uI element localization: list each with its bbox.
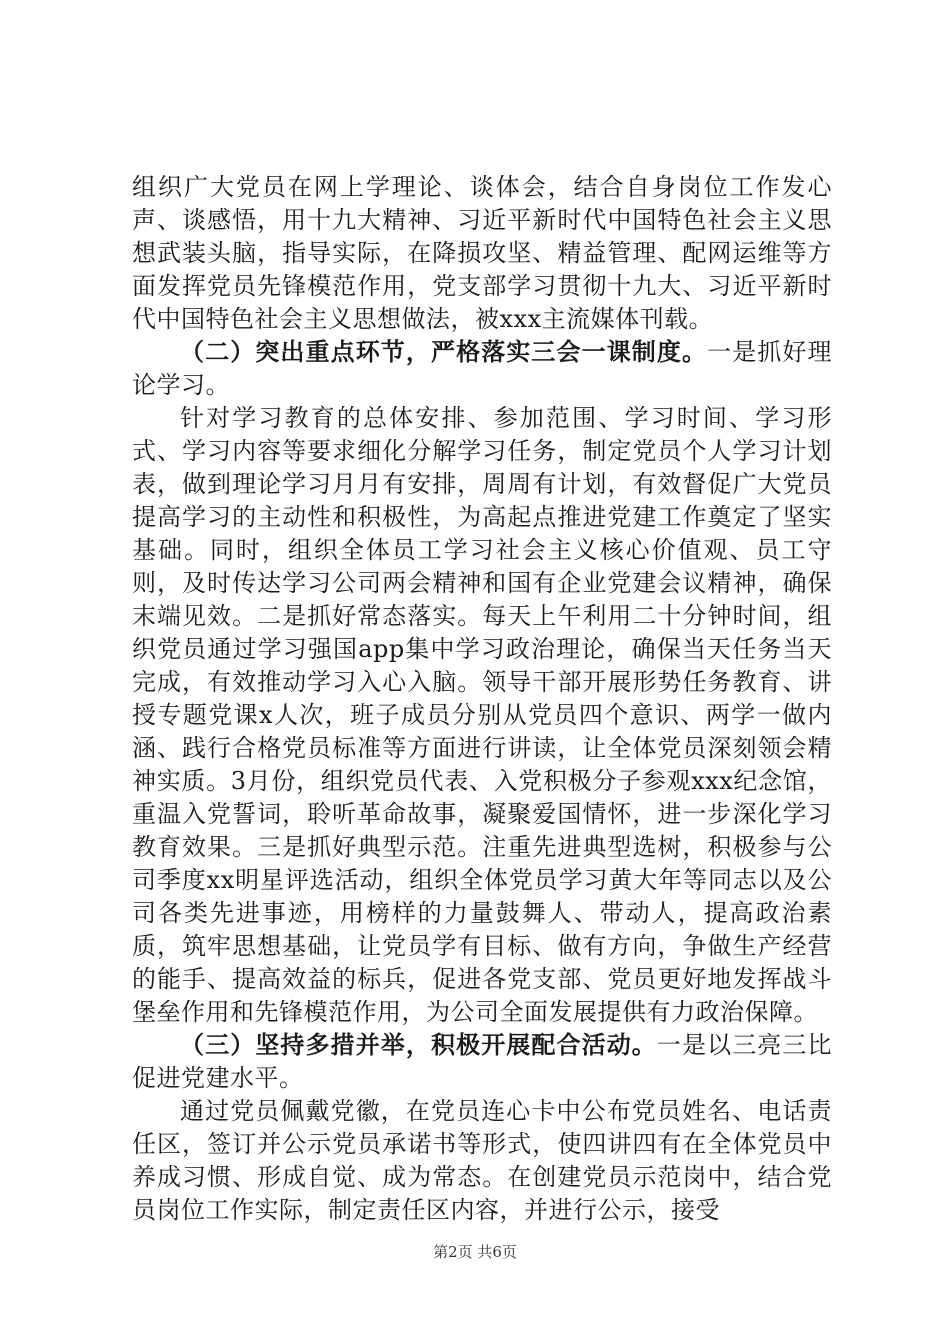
paragraph-5: [132, 1095, 832, 1227]
paragraph-3: [132, 402, 832, 1029]
paragraph-text: 一是抓好理论学习。: [132, 338, 833, 399]
section-heading-3: （三）坚持多措并举，积极开展配合活动。: [180, 1031, 657, 1059]
paragraph-text: 一是以三亮三比促进党建水平。: [132, 1031, 833, 1092]
paragraph-1: [132, 171, 832, 336]
paragraph-4: [132, 1029, 832, 1095]
section-heading-2: （二）突出重点环节，严格落实三会一课制度。: [180, 338, 708, 366]
document-body: [132, 171, 832, 1227]
paragraph-text: 通过党员佩戴党徽，在党员连心卡中公布党员姓名、电话责任区，签订并公示党员承诺书等形式，使四讲四有在全体党员中养成习惯、形成自觉、成为常态。在创建党员示范岗中，结合党员岗位工作实际，制定责任区内容，并进行公示，接受: [132, 1097, 832, 1224]
paragraph-text: 组织广大党员在网上学理论、谈体会，结合自身岗位工作发心声、谈感悟，用十九大精神、习近平新时代中国特色社会主义思想武装头脑，指导实际，在降损攻坚、精益管理、配网运维等方面发挥党员先锋模范作用，党支部学习贯彻十九大、习近平新时代中国特色社会主义思想做法，被xxx主流媒体刊载。: [132, 173, 832, 333]
paragraph-text: 针对学习教育的总体安排、参加范围、学习时间、学习形式、学习内容等要求细化分解学习任务，制定党员个人学习计划表，做到理论学习月月有安排，周周有计划，有效督促广大党员提高学习的主动性和积极性，为高起点推进党建工作奠定了坚实基础。同时，组织全体员工学习社会主义核心价值观、员工守则，及时传达学习公司两会精神和国有企业党建会议精神，确保末端见效。二是抓好常态落实。每天上午利用二十分钟时间，组织党员通过学习强国app集中学习政治理论，确保当天任务当天完成，有效推动学习入心入脑。领导干部开展形势任务教育、讲授专题党课x人次，班子成员分别从党员四个意识、两学一做内涵、践行合格党员标准等方面进行讲读，让全体党员深刻领会精神实质。3月份，组织党员代表、入党积极分子参观xxx纪念馆，重温入党誓词，聆听革命故事，凝聚爱国情怀，进一步深化学习教育效果。三是抓好典型示范。注重先进典型选树，积极参与公司季度xx明星评选活动，组织全体党员学习黄大年等同志以及公司各类先进事迹，用榜样的力量鼓舞人、带动人，提高政治素质，筑牢思想基础，让党员学有目标、做有方向，争做生产经营的能手、提高效益的标兵，促进各党支部、党员更好地发挥战斗堡垒作用和先锋模范作用，为公司全面发展提供有力政治保障。: [132, 404, 832, 1026]
page-number-footer: 第2页 共6页: [433, 1243, 517, 1261]
paragraph-2: [132, 336, 832, 402]
